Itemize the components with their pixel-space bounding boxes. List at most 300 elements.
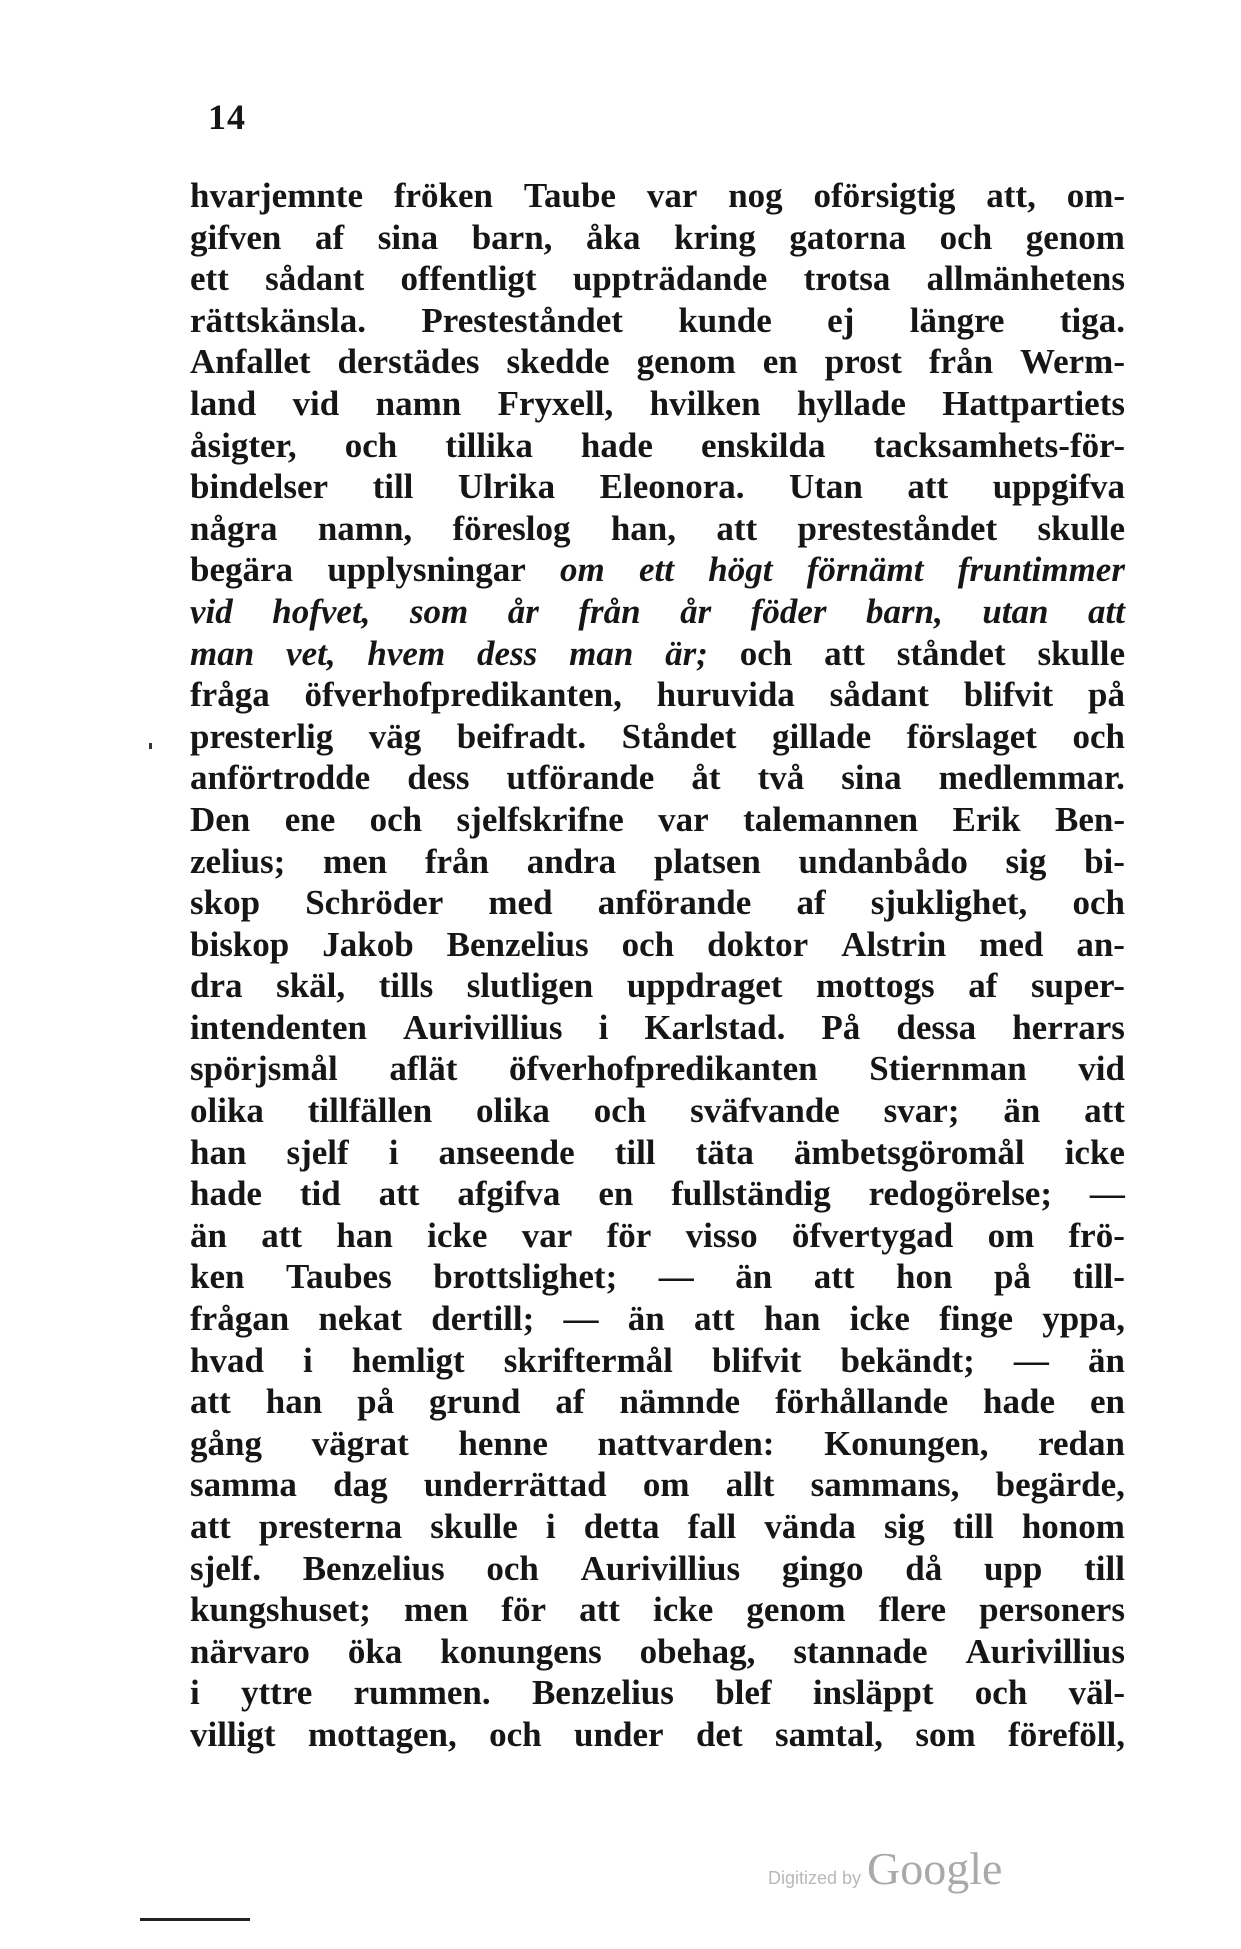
word: dag (333, 1465, 388, 1505)
text-line (190, 757, 1125, 799)
word: som (915, 1714, 976, 1754)
word: frågan (190, 1299, 290, 1339)
word: han (190, 1132, 247, 1172)
word: presterlig (190, 716, 334, 756)
word: bi- (1084, 841, 1125, 881)
word: sig (883, 1507, 925, 1546)
word: enskilda (700, 425, 826, 465)
word: längre (909, 300, 1005, 340)
word: vägrat (311, 1423, 409, 1463)
body-text (190, 175, 1125, 1756)
word: hvarjemnte (190, 176, 364, 215)
word: dra (190, 966, 243, 1006)
word: blef (715, 1673, 772, 1713)
word: mottagen, (307, 1714, 457, 1754)
word: en (762, 342, 798, 382)
word: genom (636, 342, 736, 382)
word: icke (1064, 1132, 1125, 1172)
text-line (190, 1007, 1125, 1049)
word: prost (824, 342, 902, 382)
word: — (563, 1299, 599, 1339)
word: afgifva (457, 1174, 561, 1214)
word: redogörelse; (868, 1174, 1052, 1214)
word: hemligt (351, 1340, 465, 1380)
word: an- (1076, 924, 1125, 964)
text-line (190, 1381, 1125, 1423)
word: af (968, 966, 998, 1006)
word: land (190, 383, 257, 423)
word: kungshuset; (190, 1590, 371, 1630)
word: att (1087, 591, 1125, 631)
word: Aurivillius (403, 1007, 563, 1047)
text-line (190, 841, 1125, 883)
word: doktor (707, 924, 809, 964)
word: dess (407, 758, 470, 798)
word: uppdraget (626, 966, 783, 1006)
word: och (1072, 883, 1125, 923)
text-line (190, 1423, 1125, 1465)
word: henne (458, 1423, 548, 1463)
word: han, (610, 508, 676, 548)
word: hade (190, 1174, 262, 1214)
word: uppgifva (992, 467, 1125, 507)
word: till (1084, 1548, 1125, 1588)
text-line (190, 258, 1125, 300)
word: för (501, 1590, 546, 1630)
word: Karlstad. (644, 1007, 786, 1047)
word: Ulrika (457, 467, 556, 507)
word: upplysningar (327, 550, 526, 590)
word: öfvertygad (791, 1215, 954, 1255)
word: hvad (190, 1340, 264, 1380)
word: mottogs (816, 966, 935, 1006)
word: tiga. (1059, 300, 1125, 340)
word: namn, (317, 508, 413, 548)
word: föreföll, (1008, 1714, 1125, 1754)
word: Schröder (305, 883, 444, 923)
word: att (261, 1215, 303, 1255)
word: biskop (190, 924, 290, 964)
word: gingo (781, 1548, 864, 1588)
word: Taube (523, 176, 616, 215)
word: undanbådo (798, 841, 968, 881)
word: utan (982, 591, 1049, 631)
word: blifvit (711, 1340, 802, 1380)
word: Aurivillius (965, 1631, 1125, 1671)
word: Den (190, 799, 251, 839)
word: frö- (1068, 1215, 1125, 1255)
word: till- (1072, 1257, 1125, 1297)
word: kunde (678, 300, 772, 340)
word: sina (377, 217, 439, 257)
margin-mark (149, 743, 152, 749)
word: ej (827, 300, 855, 340)
word: om- (1066, 176, 1125, 215)
text-line (190, 175, 1125, 217)
word: barn, (471, 217, 553, 257)
word: på (993, 1257, 1031, 1297)
word: tid (299, 1174, 341, 1214)
word: på (1088, 675, 1125, 715)
word: åsigter, (190, 425, 297, 465)
word: namn (375, 383, 462, 423)
word: som (409, 591, 469, 631)
word: samtal, (775, 1714, 883, 1754)
word: vid (1078, 1049, 1125, 1089)
word: väg (368, 716, 422, 756)
word: att (378, 1174, 420, 1214)
word: fröken (393, 176, 494, 215)
word: om (560, 550, 605, 590)
word: högt (708, 550, 773, 590)
word: anförtrodde (190, 758, 371, 798)
word: vet, (286, 633, 336, 673)
word: vända (764, 1507, 856, 1546)
page-number: 14 (208, 97, 246, 137)
text-line (190, 1048, 1125, 1090)
word: allmänhetens (926, 259, 1125, 299)
word: ken (190, 1257, 245, 1297)
text-line (190, 1298, 1125, 1340)
word: Alstrin (841, 924, 947, 964)
word: fullständig (671, 1174, 831, 1214)
word: till (372, 467, 414, 507)
word: en (1089, 1382, 1125, 1422)
word: gifven (190, 217, 282, 257)
word: brottslighet; (433, 1257, 618, 1297)
word: hofvet, (272, 591, 371, 631)
word: åka (586, 217, 641, 257)
word: Benzelius (531, 1673, 674, 1713)
word: och (489, 1714, 542, 1754)
word: olika (476, 1091, 550, 1131)
text-line (190, 300, 1125, 342)
word: år (680, 591, 712, 631)
word: samma (190, 1465, 297, 1505)
word: och (939, 217, 993, 257)
word: sväfvande (690, 1091, 840, 1131)
text-line (190, 508, 1125, 550)
text-line (190, 716, 1125, 758)
word: fruntimmer (957, 550, 1125, 590)
watermark-prefix: Digitized by (768, 1868, 862, 1888)
text-line (190, 1173, 1125, 1215)
word: för (606, 1215, 652, 1255)
word: föreslog (452, 508, 571, 548)
word: än (1003, 1091, 1041, 1131)
word: visso (685, 1215, 758, 1255)
word: villigt (190, 1714, 276, 1754)
word: af (555, 1382, 585, 1422)
word: öka (347, 1631, 403, 1671)
word: kring (674, 217, 756, 257)
word: Ben- (1055, 799, 1125, 839)
text-line (190, 1340, 1125, 1382)
word: var (658, 799, 709, 839)
text-line (190, 341, 1125, 383)
word: tacksamhets-för- (873, 425, 1125, 465)
word: och (344, 425, 398, 465)
word: intendenten (190, 1007, 367, 1047)
word: personers (979, 1590, 1125, 1630)
word: Aurivillius (580, 1548, 741, 1588)
word: yppa, (1042, 1299, 1125, 1339)
word: att (693, 1299, 735, 1339)
word: på (357, 1382, 395, 1422)
word: skop (190, 883, 261, 923)
word: och (486, 1548, 539, 1588)
word: hade (983, 1382, 1056, 1422)
word: men (404, 1590, 469, 1630)
google-logo: Google (867, 1843, 1003, 1894)
word: från (928, 342, 994, 382)
word: han (336, 1215, 393, 1255)
word: och (974, 1673, 1028, 1713)
word: vid (292, 383, 340, 423)
text-line (190, 1506, 1125, 1548)
word: man (190, 633, 255, 673)
word: från (578, 591, 641, 631)
word: tillika (445, 425, 533, 465)
word: nattvarden: (597, 1423, 775, 1463)
word: sjelf (286, 1132, 349, 1172)
word: än (190, 1215, 227, 1255)
word: förslaget (906, 716, 1037, 756)
word: och (739, 633, 793, 673)
word: närvaro (190, 1631, 310, 1671)
word: i (303, 1340, 313, 1380)
word: flere (878, 1590, 947, 1630)
word: att (716, 508, 758, 548)
word: att (1084, 1091, 1125, 1131)
word: Werm- (1020, 342, 1125, 382)
word: aflät (389, 1049, 458, 1089)
word: begärde, (995, 1465, 1125, 1505)
word: att, (986, 176, 1036, 215)
word: gillade (771, 716, 872, 756)
word: nekat (318, 1299, 403, 1339)
word: att (190, 1382, 231, 1422)
word: dessa (896, 1007, 977, 1047)
word: öfverhofpredikanten (509, 1049, 818, 1089)
word: till (614, 1132, 656, 1172)
word: om (987, 1215, 1035, 1255)
word: i (388, 1132, 399, 1172)
word: super- (1030, 966, 1125, 1006)
word: hvilken (649, 383, 761, 423)
word: medlemmar. (938, 758, 1125, 798)
text-line (190, 1672, 1125, 1714)
word: barn, (866, 591, 943, 631)
word: i (598, 1007, 609, 1047)
word: platsen (653, 841, 761, 881)
word: ett (639, 550, 674, 590)
text-line (190, 1090, 1125, 1132)
word: allt (725, 1465, 775, 1505)
word: oförsigtig (813, 176, 956, 215)
word: vid (190, 591, 233, 631)
word: upp (983, 1548, 1043, 1588)
word: föder (750, 591, 827, 631)
word: och (369, 799, 423, 839)
word: gatorna (789, 217, 907, 257)
word: genom (1025, 217, 1125, 257)
word: olika (190, 1091, 264, 1131)
text-line (190, 1631, 1125, 1673)
word: talemannen (743, 799, 919, 839)
word: sådant (265, 259, 365, 299)
word: i (190, 1673, 200, 1713)
word: under (574, 1714, 664, 1754)
word: sjuklighet, (870, 883, 1028, 923)
digitization-watermark (768, 1842, 1002, 1895)
text-line (190, 924, 1125, 966)
word: af (796, 883, 826, 923)
word: dess (477, 633, 538, 673)
word: — (658, 1257, 694, 1297)
word: till (952, 1507, 994, 1546)
word: sammans, (810, 1465, 960, 1505)
word: ämbetsgöromål (793, 1132, 1025, 1172)
word: underrättad (423, 1465, 607, 1505)
text-line (190, 799, 1125, 841)
word: — (1089, 1174, 1125, 1214)
word: derstädes (337, 342, 480, 382)
text-line (190, 674, 1125, 716)
word: skulle (1037, 633, 1125, 673)
word: än (735, 1257, 773, 1297)
word: zelius; (190, 841, 286, 881)
word: i (545, 1507, 556, 1546)
word: Stiernman (869, 1049, 1027, 1089)
word: presteståndet (797, 508, 998, 548)
word: stannade (793, 1631, 928, 1671)
text-line (190, 1464, 1125, 1506)
word: sina (841, 758, 902, 798)
word: med (979, 924, 1044, 964)
word: herrars (1012, 1007, 1125, 1047)
word: yttre (241, 1673, 313, 1713)
word: bindelser (190, 467, 329, 507)
word: förnämt (806, 550, 924, 590)
text-line (190, 1589, 1125, 1631)
word: att (190, 1507, 231, 1546)
word: sjelf. (190, 1548, 261, 1588)
word: spörjsmål (190, 1049, 338, 1089)
word: detta (583, 1507, 660, 1546)
word: är; (665, 633, 708, 673)
word: en (598, 1174, 634, 1214)
text-line (190, 1132, 1125, 1174)
word: fråga (190, 675, 270, 715)
word: skäl, (276, 966, 346, 1006)
word: ett (190, 259, 229, 299)
word: anförande (597, 883, 752, 923)
word: än (627, 1299, 665, 1339)
word: än (1087, 1340, 1125, 1380)
word: skedde (506, 342, 610, 382)
text-line (190, 1548, 1125, 1590)
word: Eleonora. (599, 467, 745, 507)
word: Anfallet (190, 342, 311, 382)
word: att (579, 1590, 620, 1630)
word: icke (427, 1215, 488, 1255)
word: På (821, 1007, 861, 1047)
word: obehag, (639, 1631, 756, 1671)
word: utförande (506, 758, 655, 798)
word: ståndet (896, 633, 1006, 673)
word: Presteståndet (421, 300, 623, 340)
word: täta (695, 1132, 754, 1172)
word: dertill; (431, 1299, 535, 1339)
word: Benzelius (302, 1548, 445, 1588)
word: förhållande (775, 1382, 949, 1422)
word: öfverhofpredikanten, (304, 675, 622, 715)
word: Konungen, (824, 1423, 989, 1463)
word: Benzelius (446, 924, 589, 964)
word: icke (849, 1299, 910, 1339)
word: och (621, 924, 675, 964)
word: sig (1005, 841, 1047, 881)
word: genom (746, 1590, 846, 1630)
word: redan (1038, 1423, 1125, 1463)
text-line (190, 1256, 1125, 1298)
text-line (190, 882, 1125, 924)
text-line (190, 425, 1125, 467)
word: fall (687, 1507, 737, 1546)
word: väl- (1068, 1673, 1125, 1713)
word: några (190, 508, 278, 548)
word: slutligen (466, 966, 594, 1006)
text-line (190, 1714, 1125, 1756)
word: konungens (440, 1631, 602, 1671)
word: att (907, 467, 949, 507)
word: hade (580, 425, 653, 465)
text-line (190, 591, 1125, 633)
word: hvem (367, 633, 446, 673)
word: rummen. (353, 1673, 491, 1713)
word: Taubes (285, 1257, 392, 1297)
word: två (757, 758, 805, 798)
word: uppträdande (572, 259, 768, 299)
word: man (569, 633, 634, 673)
word: Utan (789, 467, 863, 507)
word: andra (526, 841, 617, 881)
word: hyllade (796, 383, 906, 423)
word: sådant (829, 675, 929, 715)
text-line (190, 633, 1125, 675)
word: nämnde (619, 1382, 741, 1422)
word: om (642, 1465, 690, 1505)
word: af (315, 217, 345, 257)
word: det (695, 1714, 743, 1754)
word: var (646, 176, 698, 215)
word: tillfällen (307, 1091, 433, 1131)
word: presterna (258, 1507, 403, 1546)
word: skulle (430, 1507, 518, 1546)
word: Hattpartiets (942, 383, 1125, 423)
text-line (190, 217, 1125, 259)
word: sjelfskrifne (456, 799, 624, 839)
word: icke (653, 1590, 714, 1630)
word: skriftermål (503, 1340, 673, 1380)
word: Jakob (322, 924, 414, 964)
word: honom (1021, 1507, 1125, 1546)
word: huruvida (656, 675, 795, 715)
word: från (424, 841, 489, 881)
word: Ståndet (621, 716, 737, 756)
word: och (593, 1091, 647, 1131)
